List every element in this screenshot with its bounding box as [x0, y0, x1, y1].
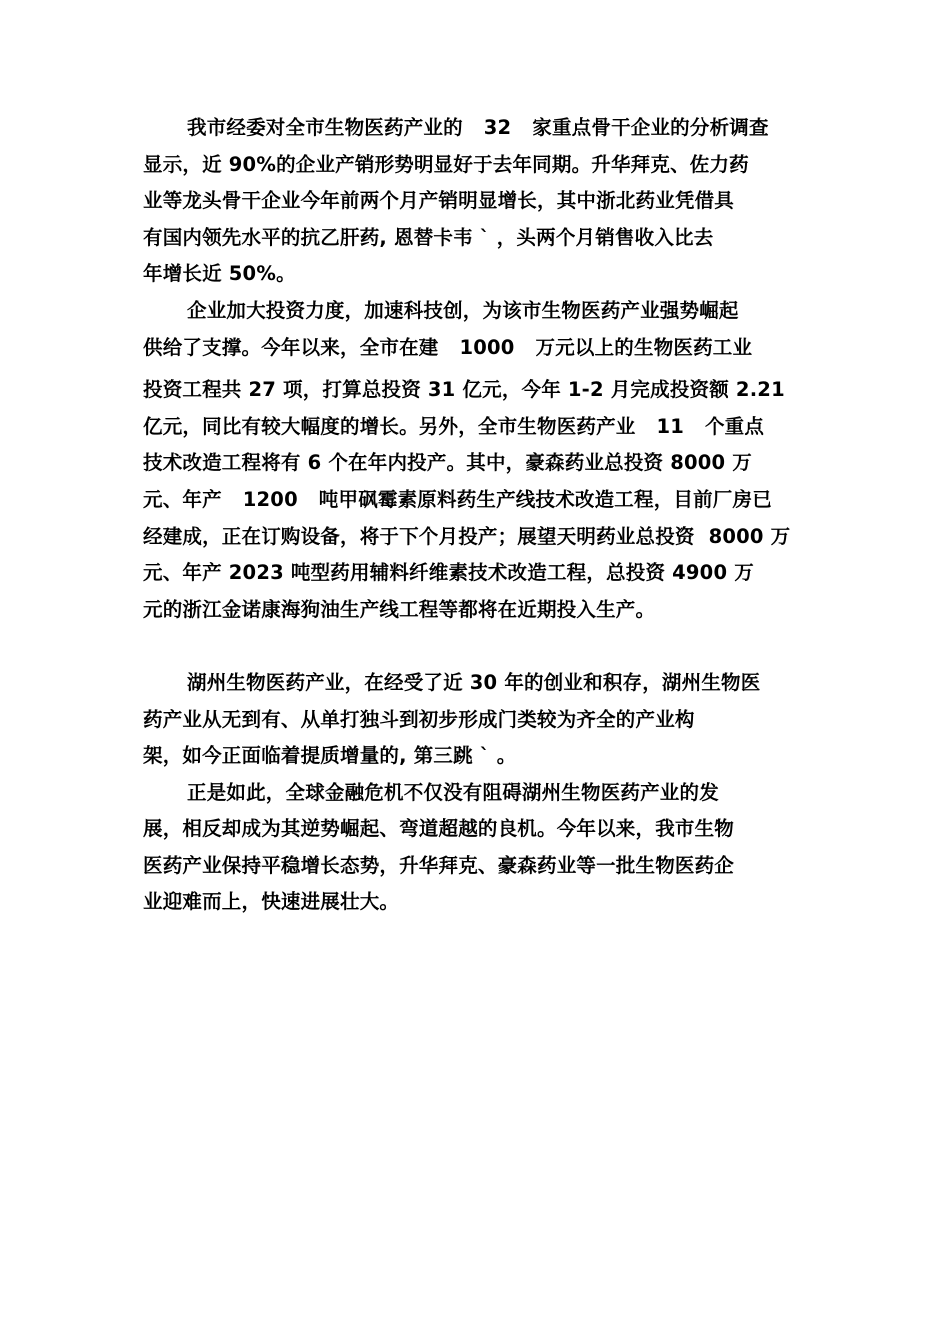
- text-line: 业迎难而上，快速进展壮大。: [143, 890, 400, 914]
- text-line: 架，如今正面临着提质增量的, 第三跳 ` 。: [143, 744, 517, 768]
- text-line: 元、年产 2023 吨型药用辅料纤维素技术改造工程，总投资 4900 万: [143, 561, 754, 585]
- text-line: 显示，近 90%的企业产销形势明显好于去年同期。升华拜克、佐力药: [143, 152, 749, 176]
- text-line: [143, 628, 823, 665]
- paragraph-4: [143, 775, 823, 921]
- text-line: 元的浙江金诺康海狗油生产线工程等都将在近期投入生产。: [143, 597, 656, 621]
- text-line: 供给了支撑。今年以来，全市在建 1000 万元以上的生物医药工业: [143, 335, 753, 359]
- paragraph-3: [143, 665, 823, 775]
- text-line: 展，相反却成为其逆势崛起、弯道超越的良机。今年以来，我市生物: [143, 817, 735, 841]
- paragraph-1: [143, 110, 823, 293]
- document-body: [143, 110, 823, 921]
- text-line: 企业加大投资力度，加速科技创，为该市生物医药产业强势崛起: [187, 298, 739, 322]
- text-line: 技术改造工程将有 6 个在年内投产。其中，豪森药业总投资 8000 万: [143, 451, 752, 475]
- paragraph-2: [143, 293, 823, 665]
- text-line: 我市经委对全市生物医药产业的 32 家重点骨干企业的分析调查: [187, 116, 769, 139]
- text-line: 亿元，同比有较大幅度的增长。另外，全市生物医药产业 11 个重点: [143, 414, 765, 438]
- text-line: 投资工程共 27 项，打算总投资 31 亿元，今年 1-2 月完成投资额 2.21: [143, 378, 785, 402]
- text-line: 湖州生物医药产业，在经受了近 30 年的创业和积存，湖州生物医: [187, 670, 761, 694]
- text-line: 元、年产 1200 吨甲砜霉素原料药生产线技术改造工程，目前厂房已: [143, 487, 772, 511]
- text-line: 经建成，正在订购设备，将于下个月投产；展望天明药业总投资 8000 万: [143, 524, 791, 548]
- text-line: 年增长近 50%。: [143, 262, 296, 286]
- text-line: 业等龙头骨干企业今年前两个月产销明显增长，其中浙北药业凭借具: [143, 189, 735, 213]
- text-line: 有国内领先水平的抗乙肝药, 恩替卡韦 ` ，头两个月销售收入比去: [143, 225, 714, 249]
- text-line: 医药产业保持平稳增长态势，升华拜克、豪森药业等一批生物医药企: [143, 853, 735, 877]
- text-line: 药产业从无到有、从单打独斗到初步形成门类较为齐全的产业构: [143, 707, 695, 731]
- text-line: 正是如此，全球金融危机不仅没有阻碍湖州生物医药产业的发: [187, 780, 719, 804]
